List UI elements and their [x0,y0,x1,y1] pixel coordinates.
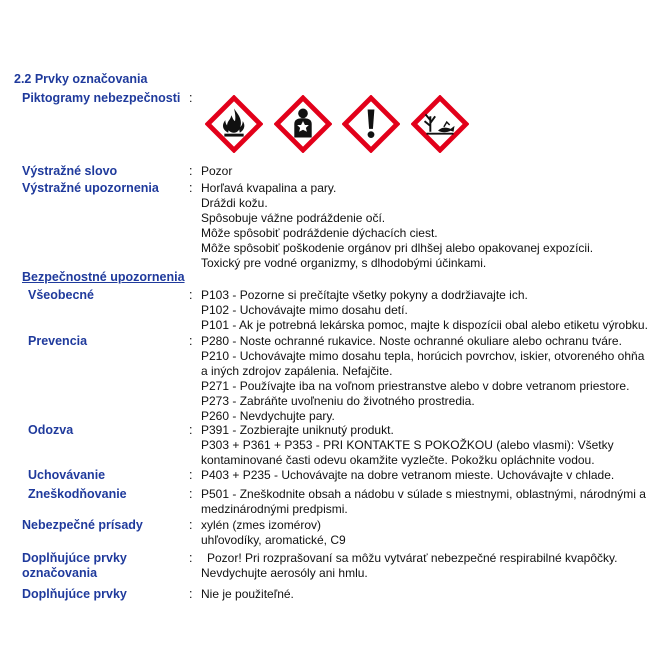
disposal-label: Zneškodňovanie [28,487,127,501]
precaution-line: P303 + P361 + P353 - PRI KONTAKTE S POKOŽKOU (alebo vlasmi): Všetky [201,438,614,452]
precaution-line: P391 - Zozbierajte uniknutý produkt. [201,423,394,437]
hazardous-ingredients-label: Nebezpečné prísady [22,518,143,532]
supplementary-line: Nevdychujte aerosóly ani hmlu. [201,566,368,580]
response-list [201,423,659,468]
precaution-line: P271 - Používajte iba na voľnom priestranstve alebo v dobre vetranom priestore. [201,379,630,393]
precaution-line: P273 - Zabráňte uvoľneniu do životného prostredia. [201,394,475,408]
ingredient-line: uhľovodíky, aromatické, C9 [201,533,346,547]
supplementary-label-list [201,551,659,581]
colon: : [189,334,193,348]
precaution-line: P103 - Pozorne si prečítajte všetky pokyny a dodržiavajte ich. [201,288,528,302]
hazard-statement: Môže spôsobiť poškodenie orgánov pri dlhšej alebo opakovanej expozícii. [201,241,594,255]
hazard-statement: Dráždi kožu. [201,196,268,210]
section-title: 2.2 Prvky označovania [14,72,148,86]
response-label: Odozva [28,423,74,437]
colon: : [189,91,193,105]
precautionary-label: Bezpečnostné upozornenia [22,270,185,284]
colon: : [189,423,193,437]
colon: : [189,518,193,532]
general-label: Všeobecné [28,288,95,302]
hazardous-ingredients-list [201,518,659,548]
signal-word-label: Výstražné slovo [22,164,118,178]
precaution-line: P501 - Zneškodnite obsah a nádobu v súlade s miestnymi, oblastnými, národnými a [201,487,646,501]
hazard-statement: Toxický pre vodné organizmy, s dlhodobými účinkami. [201,256,487,270]
supplementary-label: Doplňujúce prvky [22,587,127,601]
hazard-statement: Môže spôsobiť podráždenie dýchacích ciest. [201,226,438,240]
storage-label: Uchovávanie [28,468,106,482]
prevention-label: Prevencia [28,334,88,348]
general-list [201,288,659,333]
disposal-list [201,487,659,517]
colon: : [189,164,193,178]
colon: : [189,468,193,482]
ingredient-line: xylén (zmes izomérov) [201,518,322,532]
exclamation-mark-icon [342,95,400,153]
colon: : [189,587,193,601]
colon: : [189,487,193,501]
storage-list [201,468,659,483]
precaution-line: P403 + P235 - Uchovávajte na dobre vetranom mieste. Uchovávajte v chlade. [201,468,615,482]
prevention-list [201,334,659,424]
precaution-line: a iných zdrojov zapálenia. Nefajčite. [201,364,393,378]
supplementary-label-elements-label [22,551,127,581]
precaution-line: medzinárodnými predpismi. [201,502,348,516]
hazard-statement: Horľavá kvapalina a pary. [201,181,337,195]
hazard-statement: Spôsobuje vážne podráždenie očí. [201,211,386,225]
hazard-statements-list [201,181,659,271]
health-hazard-icon [274,95,332,153]
label-line: Doplňujúce prvky [22,551,127,565]
colon: : [189,288,193,302]
precaution-line: P101 - Ak je potrebná lekárska pomoc, majte k dispozícii obal alebo etiketu výrobku. [201,318,648,332]
precaution-line: P102 - Uchovávajte mimo dosahu detí. [201,303,408,317]
supplementary-line: Pozor! Pri rozprašovaní sa môžu vytvárať nebezpečné respirabilné kvapôčky. [207,551,618,565]
supplementary-value: Nie je použiteľné. [201,587,294,601]
signal-word-value: Pozor [201,164,233,178]
precaution-line: P260 - Nevdychujte pary. [201,409,335,423]
environment-icon [411,95,469,153]
pictograms-label: Piktogramy nebezpečnosti [22,91,181,105]
precaution-line: P280 - Noste ochranné rukavice. Noste ochranné okuliare alebo ochranu tváre. [201,334,622,348]
precaution-line: kontaminované časti odevu okamžite vyzlečte. Pokožku opláchnite vodou. [201,453,595,467]
label-line: označovania [22,566,98,580]
colon: : [189,551,193,565]
hazard-statements-label: Výstražné upozornenia [22,181,159,195]
precaution-line: P210 - Uchovávajte mimo dosahu tepla, horúcich povrchov, iskier, otvoreného ohňa [201,349,645,363]
flame-icon [205,95,263,153]
colon: : [189,181,193,195]
